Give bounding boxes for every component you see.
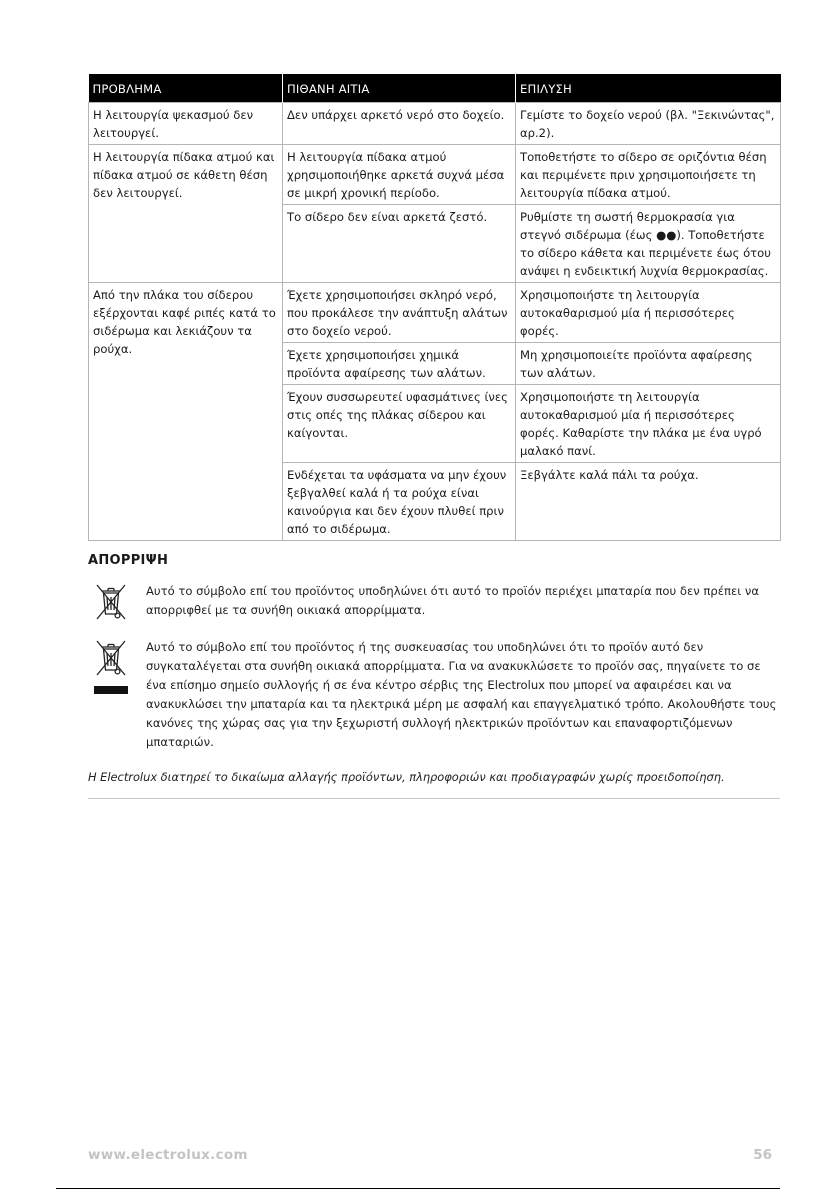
disposal-title: ΑΠΟΡΡΙΨΗ (88, 553, 169, 568)
table-row (89, 283, 781, 343)
header-cause: ΠΙΘΑΝΗ ΑΙΤΙΑ (283, 74, 516, 103)
problem-cell: Η λειτουργία πίδακα ατμού και πίδακα ατμού σε κάθετη θέση δεν λειτουργεί. (89, 145, 283, 283)
cause-cell: Η λειτουργία πίδακα ατμού χρησιμοποιήθηκε αρκετά συχνά μέσα σε μικρή χρονική περίοδο. (283, 145, 516, 205)
header-problem: ΠΡΟΒΛΗΜΑ (89, 74, 283, 103)
cause-cell: Ενδέχεται τα υφάσματα να μην έχουν ξεβγαλθεί καλά ή τα ρούχα είναι καινούργια και δεν έχουν πλυθεί πριν από το σιδέρωμα. (283, 463, 516, 541)
solution-cell: Γεμίστε το δοχείο νερού (βλ. "Ξεκινώντας", αρ.2). (516, 103, 781, 145)
cause-cell: Το σίδερο δεν είναι αρκετά ζεστό. (283, 205, 516, 283)
table-header-row (89, 74, 781, 103)
crossed-out-wheelie-bin-icon (94, 582, 128, 622)
bottom-rule (56, 1188, 780, 1189)
cause-cell: Έχετε χρησιμοποιήσει σκληρό νερό, που προκάλεσε την ανάπτυξη αλάτων στο δοχείο νερού. (283, 283, 516, 343)
product-disposal-notice (88, 638, 780, 752)
header-solution: ΕΠΙΛΥΣΗ (516, 74, 781, 103)
cause-cell: Δεν υπάρχει αρκετό νερό στο δοχείο. (283, 103, 516, 145)
problem-cell: Από την πλάκα του σίδερου εξέρχονται καφέ ριπές κατά το σιδέρωμα και λεκιάζουν τα ρούχα. (89, 283, 283, 541)
solution-cell: Μη χρησιμοποιείτε προϊόντα αφαίρεσης των αλάτων. (516, 343, 781, 385)
disclaimer-text: Η Electrolux διατηρεί το δικαίωμα αλλαγής προϊόντων, πληροφοριών και προδιαγραφών χωρίς προειδοποίηση. (88, 770, 725, 784)
battery-disposal-text: Αυτό το σύμβολο επί του προϊόντος υποδηλώνει ότι αυτό το προϊόν περιέχει μπαταρία που δεν πρέπει να απορριφθεί με τα συνήθη οικιακά απορρίμματα. (146, 584, 760, 617)
section-divider (88, 798, 780, 799)
table-row (89, 103, 781, 145)
product-disposal-text: Αυτό το σύμβολο επί του προϊόντος ή της συσκευασίας του υποδηλώνει ότι το προϊόν αυτό δεν συγκαταλέγεται στα συνήθη οικιακά απορρίμματα. Για να ανακυκλώσετε το προϊόν σας, πηγαίνετε το σε ένα επίσημο σημείο συλλογής ή σε ένα κέντρο σέρβις της Electrolux που μπορεί να αφαιρέσει και να ανακυκλώσει την μπαταρία και τα ηλεκτρικά μέρη με ασφαλή και επαγγελματικό τρόπο. Ακολουθήστε τους κανόνες της χώρας σας για την ξεχωριστή συλλογή ηλεκτρικών προϊόντων και επαναφορτιζόμενων μπαταριών. (146, 640, 777, 749)
solution-cell: Ρυθμίστε τη σωστή θερμοκρασία για στεγνό σιδέρωμα (έως ●●). Τοποθετήστε το σίδερο κάθετα και περιμένετε έως ότου ανάψει η ενδεικτική λυχνία θερμοκρασίας. (516, 205, 781, 283)
bin-underline-bar (94, 686, 128, 694)
battery-disposal-notice (88, 582, 780, 622)
solution-cell: Χρησιμοποιήστε τη λειτουργία αυτοκαθαρισμού μία ή περισσότερες φορές. Καθαρίστε την πλάκα με ένα υγρό μαλακό πανί. (516, 385, 781, 463)
solution-cell: Χρησιμοποιήστε τη λειτουργία αυτοκαθαρισμού μία ή περισσότερες φορές. (516, 283, 781, 343)
crossed-out-wheelie-bin-icon (94, 638, 128, 678)
page-number: 56 (753, 1147, 772, 1163)
cause-cell: Έχουν συσσωρευτεί υφασμάτινες ίνες στις οπές της πλάκας σίδερου και καίγονται. (283, 385, 516, 463)
solution-cell: Τοποθετήστε το σίδερο σε οριζόντια θέση και περιμένετε πριν χρησιμοποιήσετε τη λειτουργία πίδακα ατμού. (516, 145, 781, 205)
troubleshooting-table (88, 74, 781, 541)
cause-cell: Έχετε χρησιμοποιήσει χημικά προϊόντα αφαίρεσης των αλάτων. (283, 343, 516, 385)
table-row (89, 145, 781, 205)
solution-cell: Ξεβγάλτε καλά πάλι τα ρούχα. (516, 463, 781, 541)
problem-cell: Η λειτουργία ψεκασμού δεν λειτουργεί. (89, 103, 283, 145)
footer-url: www.electrolux.com (88, 1147, 248, 1163)
manual-page (88, 74, 780, 807)
